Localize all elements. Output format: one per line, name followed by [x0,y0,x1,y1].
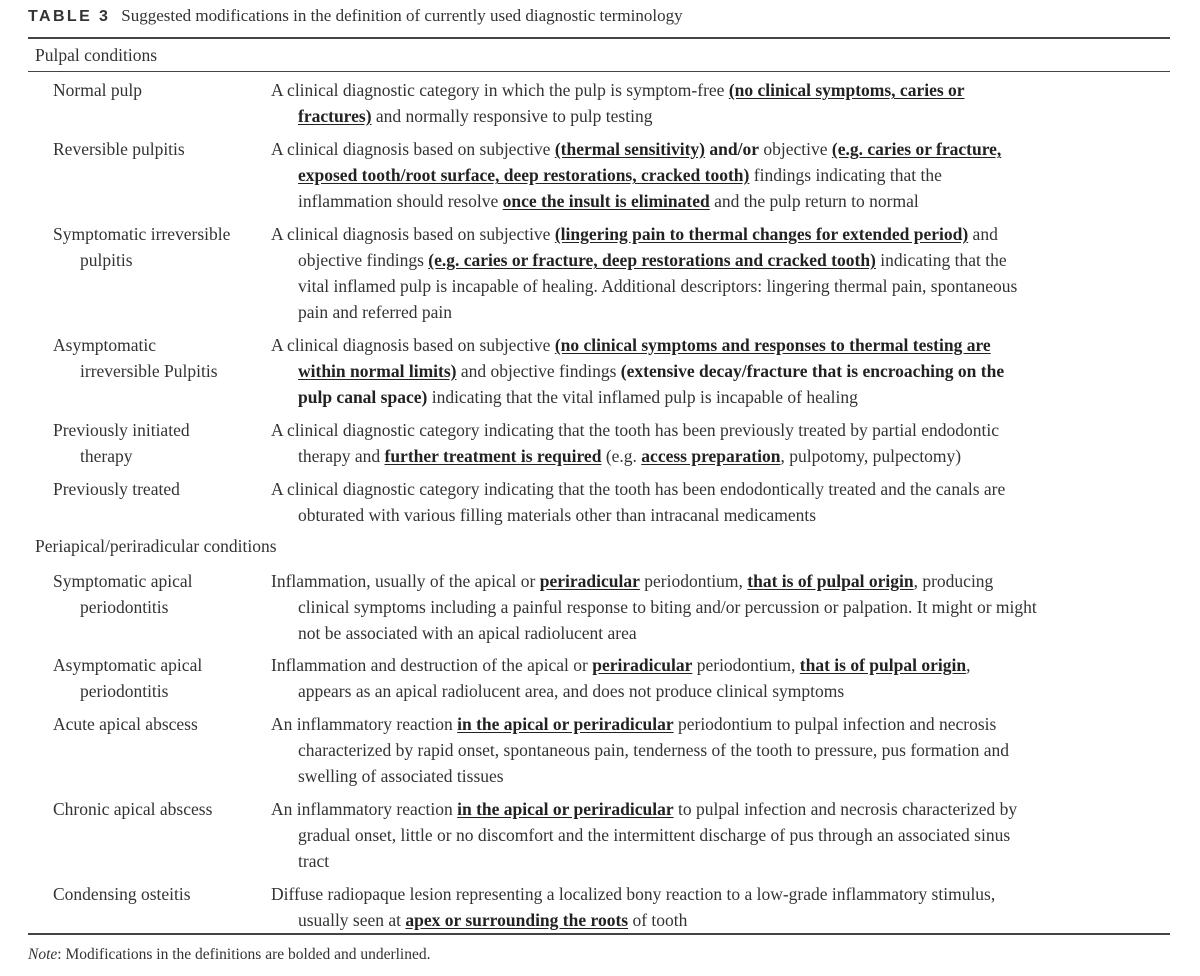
row-term [53,221,268,273]
definition-text: appears as an apical radiolucent area, and does not produce clinical symptoms [298,681,845,701]
modified-definition-text: access preparation [641,446,781,466]
definition-line [271,796,1166,822]
definition-text: of tooth [628,910,688,930]
modified-definition-text: fractures) [298,106,372,126]
row-definition [271,332,1166,410]
term-line: Symptomatic apical [53,571,193,591]
definition-text: Inflammation and destruction of the apical or [271,655,593,675]
definition-text: , [966,655,971,675]
definition-line [271,568,1166,594]
section-heading-periapical: Periapical/periradicular conditions [35,536,277,556]
definition-text: and normally responsive to pulp testing [371,106,653,126]
definition-text: inflammation should resolve [298,191,503,211]
definition-text: to pulpal infection and necrosis characterized by [673,799,1018,819]
definition-text: A clinical diagnosis based on subjective [271,335,555,355]
table-label: TABLE 3 [28,8,111,25]
row-definition [271,796,1166,874]
modified-definition-text: (thermal sensitivity) [554,139,706,159]
section-rule [28,71,1170,72]
definition-line [271,594,1166,620]
term-line: Asymptomatic [53,335,157,355]
definition-text: indicating that the [875,250,1007,270]
definition-line [271,188,1166,214]
modified-definition-text: in the apical or periradicular [457,714,674,734]
row-definition [271,652,1166,704]
modified-definition-text: and/or [709,139,759,159]
section-heading-pulpal: Pulpal conditions [35,45,158,65]
modified-definition-text: (no clinical symptoms, caries or [728,80,965,100]
definition-text: A clinical diagnostic category indicating that the tooth has been endodontically treated and the canals are [271,479,1006,499]
definition-line [271,77,1166,103]
modified-definition-text: (no clinical symptoms and responses to thermal testing are [554,335,991,355]
definition-line [271,620,1166,646]
term-line: Normal pulp [53,80,142,100]
definition-line [271,763,1166,789]
definition-text: tract [298,851,330,871]
definition-line [271,652,1166,678]
term-line: Reversible pulpitis [53,139,185,159]
row-term [53,476,268,502]
term-line: therapy [80,446,133,466]
definition-line [271,221,1166,247]
row-term [53,77,268,103]
definition-text: not be associated with an apical radiolucent area [298,623,637,643]
row-definition [271,77,1166,129]
term-line: periodontitis [80,597,169,617]
definition-text: An inflammatory reaction [271,799,458,819]
definition-line [271,162,1166,188]
definition-text: vital inflamed pulp is incapable of healing. Additional descriptors: lingering thermal pain, spontaneous [298,276,1018,296]
row-definition [271,417,1166,469]
row-definition [271,568,1166,646]
definition-line [271,136,1166,162]
definition-line [271,848,1166,874]
definition-text: clinical symptoms including a painful response to biting and/or percussion or palpation. It might or might [298,597,1037,617]
modified-definition-text: apex or surrounding the roots [405,910,629,930]
definition-text: usually seen at [298,910,406,930]
term-line: Symptomatic irreversible [53,224,231,244]
definition-line [271,384,1166,410]
definition-line [271,737,1166,763]
definition-text: periodontium, [692,655,800,675]
definition-text: obturated with various filling materials other than intracanal medicaments [298,505,817,525]
term-line: Asymptomatic apical [53,655,203,675]
definition-text: A clinical diagnosis based on subjective [271,224,555,244]
definition-line [271,881,1166,907]
row-definition [271,711,1166,789]
table-caption [28,6,683,26]
row-definition [271,136,1166,214]
bottom-rule [28,933,1170,935]
modified-definition-text: exposed tooth/root surface, deep restorations, cracked tooth) [298,165,750,185]
modified-definition-text: once the insult is eliminated [502,191,710,211]
definition-text: characterized by rapid onset, spontaneous pain, tenderness of the tooth to pressure, pus formation and [298,740,1009,760]
definition-text: An inflammatory reaction [271,714,458,734]
definition-line [271,443,1166,469]
definition-line [271,247,1166,273]
modified-definition-text: further treatment is required [384,446,602,466]
row-definition [271,881,1166,933]
row-term [53,881,268,907]
top-rule [28,37,1170,39]
table-title: Suggested modifications in the definition of currently used diagnostic terminology [121,6,683,25]
row-term [53,136,268,162]
row-term [53,332,268,384]
modified-definition-text: in the apical or periradicular [457,799,674,819]
row-definition [271,221,1166,325]
definition-text: swelling of associated tissues [298,766,504,786]
row-definition [271,476,1166,528]
row-term [53,711,268,737]
modified-definition-text: (extensive decay/fracture that is encroaching on the [620,361,1005,381]
modified-definition-text: that is of pulpal origin [747,571,914,591]
modified-definition-text: (lingering pain to thermal changes for extended period) [554,224,969,244]
definition-text: objective findings [298,250,429,270]
definition-line [271,358,1166,384]
modified-definition-text: periradicular [592,655,693,675]
definition-line [271,678,1166,704]
definition-text: Diffuse radiopaque lesion representing a localized bony reaction to a low-grade inflammatory stimulus, [271,884,996,904]
modified-definition-text: that is of pulpal origin [799,655,967,675]
definition-text: , pulpotomy, pulpectomy) [780,446,962,466]
table-note [28,946,431,964]
definition-text: , producing [913,571,994,591]
definition-line [271,103,1166,129]
definition-line [271,417,1166,443]
note-text: : Modifications in the definitions are bolded and underlined. [57,946,431,963]
definition-line [271,502,1166,528]
definition-line [271,273,1166,299]
definition-text: periodontium, [639,571,748,591]
definition-line [271,907,1166,933]
definition-line [271,299,1166,325]
term-line: Previously treated [53,479,180,499]
modified-definition-text: (e.g. caries or fracture, [831,139,1002,159]
term-line: pulpitis [80,250,133,270]
definition-text: gradual onset, little or no discomfort and the intermittent discharge of pus through an associated sinus [298,825,1011,845]
definition-text: Inflammation, usually of the apical or [271,571,540,591]
row-term [53,796,268,822]
definition-text: indicating that the vital inflamed pulp is incapable of healing [427,387,858,407]
definition-text: objective [759,139,832,159]
definition-line [271,711,1166,737]
definition-text: and [968,224,998,244]
definition-text: A clinical diagnostic category in which the pulp is symptom-free [271,80,729,100]
definition-text: pain and referred pain [298,302,453,322]
definition-line [271,332,1166,358]
definition-text: (e.g. [601,446,642,466]
definition-text: therapy and [298,446,385,466]
definition-line [271,476,1166,502]
modified-definition-text: pulp canal space) [298,387,428,407]
term-line: irreversible Pulpitis [80,361,218,381]
row-term [53,568,268,620]
definition-text: findings indicating that the [749,165,942,185]
row-term [53,417,268,469]
definition-text: A clinical diagnosis based on subjective [271,139,555,159]
term-line: periodontitis [80,681,169,701]
modified-definition-text: periradicular [539,571,640,591]
definition-text: periodontium to pulpal infection and necrosis [673,714,997,734]
term-line: Acute apical abscess [53,714,198,734]
modified-definition-text: within normal limits) [298,361,457,381]
term-line: Previously initiated [53,420,190,440]
definition-text: A clinical diagnostic category indicating that the tooth has been previously treated by partial endodontic [271,420,999,440]
note-label: Note [28,946,58,963]
definition-text: and objective findings [456,361,621,381]
term-line: Condensing osteitis [53,884,191,904]
definition-line [271,822,1166,848]
definition-text: and the pulp return to normal [709,191,919,211]
modified-definition-text: (e.g. caries or fracture, deep restorations and cracked tooth) [428,250,876,270]
term-line: Chronic apical abscess [53,799,213,819]
row-term [53,652,268,704]
